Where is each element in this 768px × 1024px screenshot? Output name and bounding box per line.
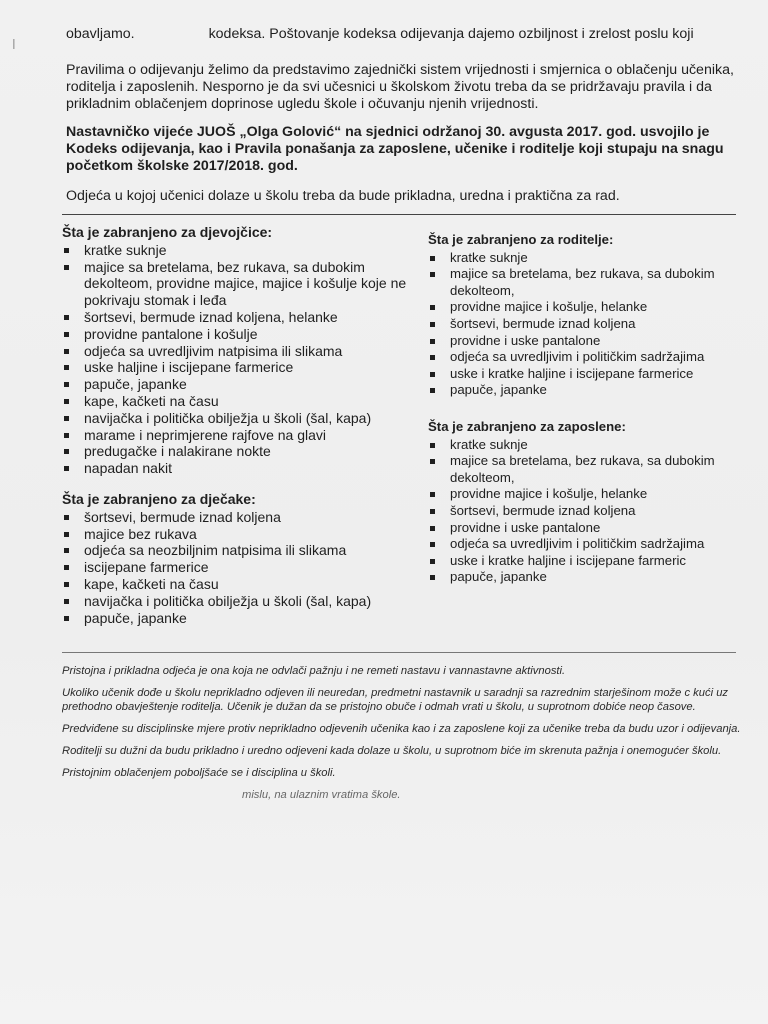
paragraph-text: Nastavničko vijeće JUOŠ „Olga Golović“ na sjednici održanoj 30. avgusta 2017. god. usvojilo je Kodeks odijevanja, kao i Pravila ponašanja za zaposlene, učenike i roditelje koji stupaju na snagu početkom školske 2017/2018. god. — [66, 124, 724, 174]
boys-section — [62, 491, 412, 626]
notes-section — [62, 664, 752, 810]
list-item: odjeća sa uvredljivim natpisima ili slikama — [62, 343, 412, 360]
divider — [62, 214, 736, 215]
girls-list — [62, 242, 412, 477]
list-item: providne majice i košulje, helanke — [428, 299, 748, 316]
list-item: kratke suknje — [428, 250, 748, 267]
note-text — [62, 686, 752, 714]
note-text — [62, 744, 752, 758]
list-item: providne i uske pantalone — [428, 520, 748, 537]
note-text — [62, 722, 752, 736]
list-item: marame i neprimjerene rajfove na glavi — [62, 427, 412, 444]
staff-list — [428, 437, 748, 586]
margin-mark: ǀ — [12, 36, 16, 52]
paragraph-text: Odjeća u kojoj učenici dolaze u školu treba da bude prikladna, uredna i praktična za rad. — [66, 188, 620, 204]
paragraph-text: Pravilima o odijevanju želimo da predstavimo zajednički sistem vrijednosti i smjernica o oblačenju učenika, roditelja i zaposlenih. Nesporno je da svi učesnici u školskom životu treba da se pridržavaju pravila i da prikladnim oblačenjem doprinose ugledu škole i očuvanju njenih vrijednosti. — [66, 62, 734, 112]
spacer — [62, 477, 412, 491]
list-item: predugačke i nalakirane nokte — [62, 443, 412, 460]
list-item: kratke suknje — [62, 242, 412, 259]
list-item: providne majice i košulje, helanke — [428, 486, 748, 503]
list-item: odjeća sa uvredljivim i političkim sadržajima — [428, 349, 748, 366]
list-item: odjeća sa neozbiljnim natpisima ili slikama — [62, 542, 412, 559]
list-item: uske i kratke haljine i iscijepane farmerice — [428, 366, 748, 383]
list-item: kape, kačketi na času — [62, 576, 412, 593]
list-item: providne i uske pantalone — [428, 333, 748, 350]
note-text: mislu, na ulaznim vratima škole. — [242, 789, 401, 801]
parents-section — [428, 232, 748, 399]
right-column — [428, 232, 748, 586]
paragraph-council-decision — [66, 124, 738, 175]
list-item: papuče, japanke — [428, 569, 748, 586]
list-item: majice sa bretelama, bez rukava, sa dubokim dekolteom, — [428, 453, 748, 486]
parents-list — [428, 250, 748, 399]
section-title: Šta je zabranjeno za djevojčice: — [62, 224, 273, 240]
section-title: Šta je zabranjeno za zaposlene: — [428, 418, 626, 434]
list-item: šortsevi, bermude iznad koljena — [428, 316, 748, 333]
left-column — [62, 224, 412, 626]
paragraph-clothing-rule — [66, 188, 738, 205]
girls-section — [62, 224, 412, 477]
list-item: majice sa bretelama, bez rukava, sa dubokim dekolteom, providne majice, majice i košulje koje ne pokrivaju stomak i leđa — [62, 259, 412, 309]
spacer — [428, 399, 748, 419]
section-title: Šta je zabranjeno za dječake: — [62, 490, 256, 507]
list-item: uske haljine i iscijepane farmerice — [62, 359, 412, 376]
list-item: kape, kačketi na času — [62, 393, 412, 410]
list-item: odjeća sa uvredljivim i političkim sadržajima — [428, 536, 748, 553]
list-item: napadan nakit — [62, 460, 412, 477]
note-text: Pristojna i prikladna odjeća je ona koja ne odvlači pažnju i ne remeti nastavu i vannastavne aktivnosti. — [62, 665, 566, 677]
list-item: šortsevi, bermude iznad koljena, helanke — [62, 309, 412, 326]
list-item: papuče, japanke — [62, 610, 412, 627]
list-item: šortsevi, bermude iznad koljena — [428, 503, 748, 520]
list-item: kratke suknje — [428, 437, 748, 454]
intro-line-rest: kodeksa. Poštovanje kodeksa odijevanja dajemo ozbiljnost i zrelost poslu koji — [208, 26, 694, 42]
list-item: navijačka i politička obilježja u školi (šal, kapa) — [62, 593, 412, 610]
list-item: majice sa bretelama, bez rukava, sa dubokim dekolteom, — [428, 266, 748, 299]
note-text-body: Roditelji su dužni da budu prikladno i uredno odjeveni kada dolaze u školu, u suprotnom biće im skrenuta pažnja i onemogućer školu. — [62, 745, 722, 757]
boys-list — [62, 509, 412, 627]
note-text-body: Predviđene su disciplinske mjere protiv neprikladno odjevenih učenika kao i za zaposlene koji za učenike treba da budu uzor i odijevanja. — [62, 723, 741, 735]
paragraph-rules-intro — [66, 62, 738, 113]
divider — [62, 652, 736, 653]
list-item: uske i kratke haljine i iscijepane farmeric — [428, 553, 748, 570]
list-item: iscijepane farmerice — [62, 559, 412, 576]
list-item: šortsevi, bermude iznad koljena — [62, 509, 412, 526]
note-text-body: Ukoliko učenik dođe u školu neprikladno odjeven ili neuredan, predmetni nastavnik u saradnji sa razrednim starješinom može c kući uz prethodno obavještenje roditelja. Učenik je dužan da se pristojno obuče i odmah vrati u školu, u suprotnom dobiće neop časove. — [62, 687, 729, 713]
list-item: providne pantalone i košulje — [62, 326, 412, 343]
intro-line-start: obavljamo. — [66, 26, 135, 42]
list-item: papuče, japanke — [428, 382, 748, 399]
list-item: navijačka i politička obilježja u školi (šal, kapa) — [62, 410, 412, 427]
section-title: Šta je zabranjeno za roditelje: — [428, 232, 614, 247]
staff-section — [428, 419, 748, 586]
note-text: Pristojnim oblačenjem poboljšaće se i disciplina u školi. — [62, 767, 336, 779]
list-item: papuče, japanke — [62, 376, 412, 393]
list-item: majice bez rukava — [62, 526, 412, 543]
intro-line — [66, 26, 738, 43]
